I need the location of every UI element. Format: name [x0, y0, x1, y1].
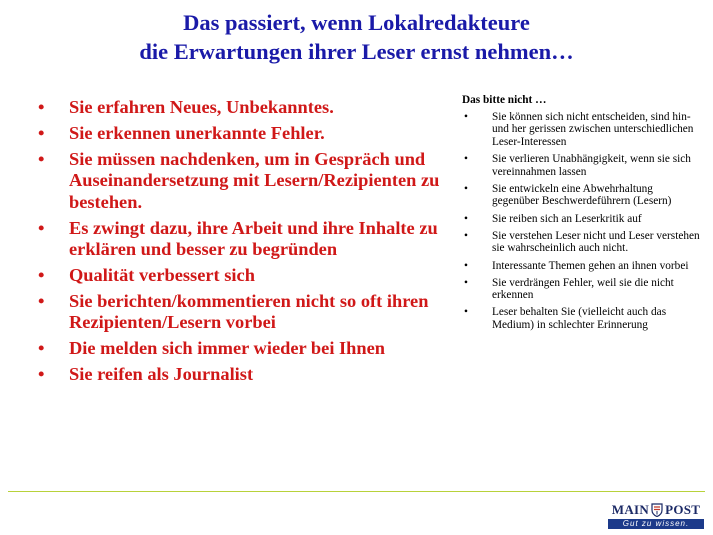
slide-title: [0, 8, 713, 66]
crest-icon: [651, 503, 663, 517]
bullet-icon: •: [38, 217, 45, 238]
logo-word-left: MAIN: [611, 502, 650, 517]
main-post-logo: [608, 502, 704, 530]
left-list-item: [34, 97, 454, 119]
bullet-icon: •: [464, 229, 468, 242]
slide-title-line-1: Das passiert, wenn Lokalredakteure: [183, 10, 530, 35]
slide-title-line-2: die Erwartungen ihrer Leser ernst nehmen…: [139, 39, 574, 64]
right-list-item: [462, 230, 702, 255]
left-list-item-text: Sie erfahren Neues, Unbekanntes.: [69, 97, 334, 117]
left-list-item-text: Sie müssen nachdenken, um in Gespräch und Auseinandersetzung mit Lesern/Rezipienten zu bestehen.: [69, 148, 440, 212]
left-list-item: [34, 123, 454, 145]
right-list-item-text: Interessante Themen gehen an ihnen vorbei: [492, 259, 689, 272]
right-list-item-text: Leser behalten Sie (vielleicht auch das Medium) in schlechter Erinnerung: [492, 306, 667, 332]
left-list-item: [34, 338, 454, 360]
logo-wordmark: [608, 502, 704, 518]
right-panel-title: Das bitte nicht …: [462, 94, 547, 106]
right-list-item: [462, 306, 702, 331]
right-list-item: [462, 213, 702, 226]
bullet-icon: •: [38, 97, 45, 117]
logo-word-right: POST: [665, 502, 701, 517]
right-list-item: [462, 153, 702, 178]
left-list-item: [34, 218, 454, 261]
footer-divider: [8, 491, 705, 492]
left-list-item-text: Es zwingt dazu, ihre Arbeit und ihre Inhalte zu erklären und besser zu begründen: [69, 217, 438, 260]
left-list-item-text: Die melden sich immer wieder bei Ihnen: [69, 338, 386, 359]
bullet-icon: •: [464, 110, 468, 123]
bullet-icon: •: [38, 122, 45, 143]
bullet-icon: •: [38, 364, 45, 385]
logo-tagline: Gut zu wissen.: [608, 519, 704, 529]
right-list-item-text: Sie verdrängen Fehler, weil sie die nicht erkennen: [492, 276, 674, 302]
bullet-icon: •: [464, 152, 468, 165]
left-list-item: [34, 149, 454, 214]
bullet-icon: •: [464, 306, 468, 319]
left-list-item-text: Qualität verbessert sich: [69, 265, 255, 286]
bullet-icon: •: [464, 276, 468, 289]
bullet-icon: •: [464, 182, 468, 195]
right-list-item-text: Sie können sich nicht entscheiden, sind hin- und her gerissen zwischen unterschiedlichen Leser-Interessen: [492, 110, 694, 148]
right-list-item-text: Sie verstehen Leser nicht und Leser verstehen sie wahrscheinlich auch nicht.: [492, 229, 700, 255]
bullet-icon: •: [38, 338, 45, 359]
right-list-item-text: Sie entwickeln eine Abwehrhaltung gegenüber Beschwerdeführern (Lesern): [492, 182, 672, 208]
left-list-item-text: Sie erkennen unerkannte Fehler.: [69, 122, 325, 143]
bullet-icon: •: [38, 265, 45, 286]
left-list-item-text: Sie reifen als Journalist: [69, 364, 254, 385]
right-panel: [462, 94, 702, 336]
bullet-icon: •: [464, 212, 468, 225]
right-list-item: [462, 111, 702, 149]
left-list-item: [34, 265, 454, 287]
right-list-item-text: Sie verlieren Unabhängigkeit, wenn sie sich vereinnahmen lassen: [492, 152, 691, 178]
right-bullet-list: [462, 111, 702, 332]
bullet-icon: •: [38, 290, 45, 311]
bullet-icon: •: [464, 259, 468, 272]
right-list-item: [462, 260, 702, 273]
right-list-item: [462, 183, 702, 208]
right-list-item-text: Sie reiben sich an Leserkritik auf: [492, 212, 642, 225]
bullet-icon: •: [38, 148, 45, 169]
left-list-item: [34, 291, 454, 334]
left-list-item: [34, 364, 454, 386]
left-bullet-list: [34, 97, 454, 390]
right-list-item: [462, 277, 702, 302]
left-list-item-text: Sie berichten/kommentieren nicht so oft ihren Rezipienten/Lesern vorbei: [69, 290, 429, 333]
